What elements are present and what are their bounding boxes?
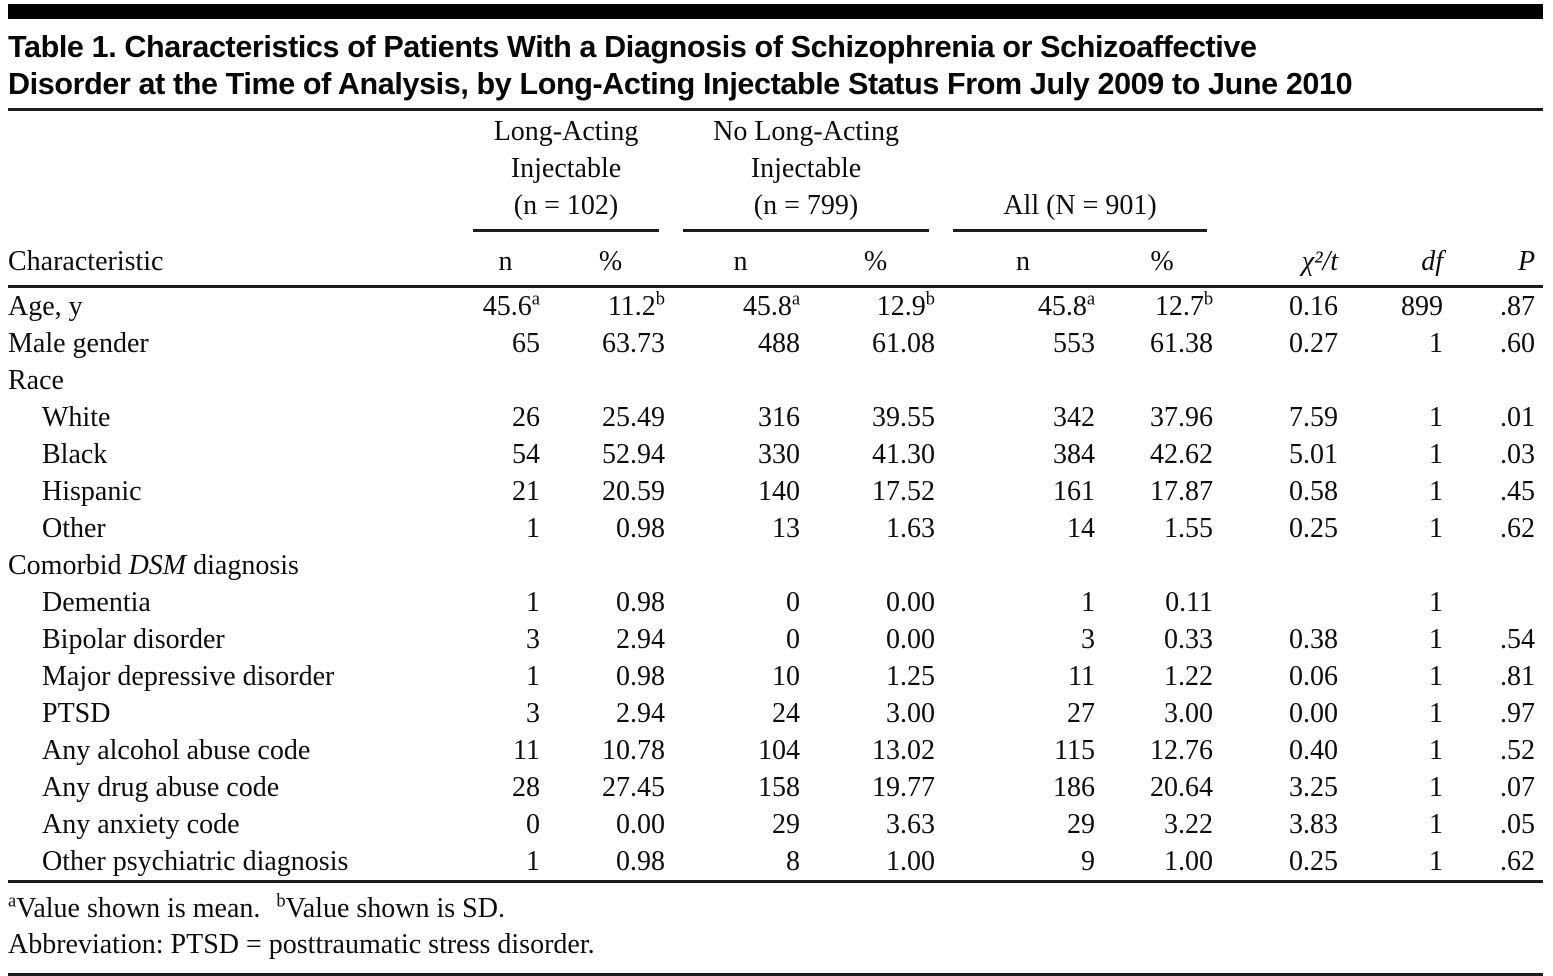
data-cell: 17.52 [872, 475, 936, 507]
data-cell [1451, 584, 1543, 621]
table-row [8, 325, 1543, 362]
footnote-value-definitions [8, 891, 1543, 927]
data-cell: 553 [1053, 327, 1096, 359]
data-cell [673, 362, 808, 399]
data-cell: 10 [772, 660, 801, 692]
footnote-marker-b: b [276, 890, 286, 911]
group-label-line: Injectable [510, 153, 622, 184]
column-header-chi2-t: χ²/t [1221, 232, 1346, 287]
table-row [8, 843, 1543, 880]
data-cell: .03 [1500, 438, 1536, 470]
data-cell: 24 [772, 697, 801, 729]
table-row [8, 584, 1543, 621]
table-row [8, 436, 1543, 473]
data-cell: 1 [1429, 771, 1444, 803]
data-cell: 13 [772, 512, 801, 544]
data-cell: 9 [1081, 845, 1096, 877]
data-cell: 45.8$^a$ [742, 288, 801, 322]
data-cell: 39.55 [872, 401, 936, 433]
table-footnotes [8, 883, 1543, 973]
data-cell: 0 [786, 623, 801, 655]
data-cell [548, 547, 673, 584]
data-cell: .62 [1500, 845, 1536, 877]
data-cell: 3.83 [1289, 808, 1339, 840]
data-cell [943, 547, 1103, 584]
data-cell [1451, 547, 1543, 584]
title-bottom-rule [8, 108, 1543, 111]
row-label [8, 806, 463, 843]
column-header-p: P [1451, 232, 1543, 287]
characteristics-table [8, 113, 1543, 880]
row-label-segment: PTSD [42, 697, 111, 729]
data-cell: .97 [1500, 697, 1536, 729]
table-row [8, 806, 1543, 843]
data-cell: 0 [786, 586, 801, 618]
group-label-line: Injectable [750, 153, 862, 184]
group-header-stats-spacer [1221, 113, 1543, 232]
table-row [8, 547, 1543, 584]
row-label-italic-segment: DSM [128, 549, 187, 581]
data-cell: .60 [1500, 327, 1536, 359]
data-cell: 52.94 [602, 438, 666, 470]
data-cell: 1 [1429, 697, 1444, 729]
data-cell: .52 [1500, 734, 1536, 766]
data-cell: 11.2$^b$ [607, 288, 666, 322]
row-label-segment: Any drug abuse code [42, 771, 280, 803]
data-cell: 1 [1429, 623, 1444, 655]
data-cell: 20.64 [1150, 771, 1214, 803]
data-cell [943, 362, 1103, 399]
row-label-segment: Any anxiety code [42, 808, 240, 840]
data-cell: 65 [512, 327, 540, 359]
data-cell [1221, 584, 1346, 621]
data-cell: 3 [526, 623, 540, 655]
row-label [8, 621, 463, 658]
table-row [8, 732, 1543, 769]
group-header-all [943, 113, 1221, 232]
data-cell [1103, 547, 1221, 584]
data-cell: 25.49 [602, 401, 666, 433]
row-label [8, 399, 463, 436]
data-cell: 1 [526, 512, 540, 544]
row-label-segment: White [42, 401, 111, 433]
data-cell: 45.8$^a$ [1037, 288, 1096, 322]
data-cell: 0.11 [1165, 586, 1214, 618]
row-label [8, 436, 463, 473]
data-cell: 0.98 [616, 845, 666, 877]
data-cell: 161 [1053, 475, 1096, 507]
group-header-spacer [8, 113, 463, 232]
data-cell: 3 [526, 697, 540, 729]
table-row [8, 621, 1543, 658]
data-cell: 0.58 [1289, 475, 1339, 507]
data-cell: 14 [1067, 512, 1096, 544]
row-label-segment: Any alcohol abuse code [42, 734, 311, 766]
row-label [8, 843, 463, 880]
data-cell: 29 [772, 808, 801, 840]
table-title [8, 28, 1520, 102]
data-cell: 1 [1429, 401, 1444, 433]
data-cell: 1 [1429, 586, 1444, 618]
data-cell: 10.78 [602, 734, 666, 766]
data-cell: 8 [786, 845, 801, 877]
data-cell: 3.63 [886, 808, 936, 840]
data-cell: 0.27 [1289, 327, 1339, 359]
footnote-abbreviation: Abbreviation: PTSD = posttraumatic stress disorder. [8, 929, 595, 960]
top-thick-rule [8, 4, 1543, 19]
data-cell: 488 [758, 327, 801, 359]
row-label [8, 287, 463, 326]
data-cell: 1 [1081, 586, 1096, 618]
row-label-segment: Other psychiatric diagnosis [42, 845, 349, 877]
data-cell: 0.00 [886, 623, 936, 655]
row-label-segment: diagnosis [186, 549, 299, 581]
row-label-segment: Comorbid [8, 549, 129, 581]
group-header-row [8, 113, 1543, 232]
data-cell [1451, 362, 1543, 399]
row-label [8, 325, 463, 362]
data-cell: 0.40 [1289, 734, 1339, 766]
data-cell [1221, 362, 1346, 399]
data-cell: 42.62 [1150, 438, 1214, 470]
data-cell [548, 362, 673, 399]
data-cell: 0.00 [1289, 697, 1339, 729]
data-cell [673, 547, 808, 584]
data-cell: 115 [1054, 734, 1096, 766]
table-row [8, 510, 1543, 547]
group-label-line: All (N = 901) [1003, 190, 1157, 221]
column-header-pct-lai: % [548, 232, 673, 287]
footnote-reference: a [531, 288, 540, 309]
data-cell: 0.25 [1289, 845, 1339, 877]
data-cell: 3 [1081, 623, 1096, 655]
data-cell: 2.94 [616, 623, 666, 655]
data-cell: 0.00 [616, 808, 666, 840]
data-cell: 27.45 [602, 771, 666, 803]
data-cell: 26 [512, 401, 540, 433]
footnote-reference: a [1086, 288, 1096, 309]
data-cell [1221, 547, 1346, 584]
data-cell: 27 [1067, 697, 1096, 729]
row-label [8, 769, 463, 806]
data-cell: 1 [1429, 438, 1444, 470]
data-cell: 0.00 [886, 586, 936, 618]
row-label [8, 695, 463, 732]
table-row [8, 473, 1543, 510]
data-cell: 0.33 [1164, 623, 1214, 655]
data-cell [1346, 547, 1451, 584]
data-cell: 41.30 [872, 438, 936, 470]
data-cell: 12.7$^b$ [1154, 288, 1214, 322]
column-header-n-lai: n [463, 232, 548, 287]
data-cell: 0.98 [616, 660, 666, 692]
data-cell: 1.63 [886, 512, 936, 544]
journal-table-page [0, 4, 1553, 976]
data-cell: 2.94 [616, 697, 666, 729]
group-header-long-acting-injectable [463, 113, 673, 232]
data-cell: 0.98 [616, 512, 666, 544]
data-cell: 3.25 [1289, 771, 1339, 803]
data-cell: 11 [513, 734, 540, 766]
data-cell [808, 547, 943, 584]
data-cell: 186 [1053, 771, 1096, 803]
data-cell [1103, 362, 1221, 399]
column-header-df: df [1346, 232, 1451, 287]
table-row [8, 769, 1543, 806]
data-cell: 0.98 [616, 586, 666, 618]
data-cell: 330 [758, 438, 801, 470]
column-header-pct-nolai: % [808, 232, 943, 287]
data-cell [463, 362, 548, 399]
row-label-segment: Black [42, 438, 108, 470]
data-cell: 3.22 [1164, 808, 1214, 840]
row-label-segment: Major depressive disorder [42, 660, 335, 692]
data-cell: 1 [1429, 660, 1444, 692]
row-label-segment: Race [8, 364, 64, 396]
column-header-characteristic: Characteristic [8, 232, 463, 287]
data-cell: .01 [1500, 401, 1536, 433]
footnote-reference: b [655, 288, 666, 309]
group-label-line: Long-Acting [493, 116, 639, 147]
data-cell: 37.96 [1150, 401, 1214, 433]
footnote-reference: b [925, 288, 936, 309]
data-cell: 1.55 [1164, 512, 1214, 544]
data-cell: 1 [526, 845, 540, 877]
data-cell: 54 [512, 438, 540, 470]
data-cell: 3.00 [886, 697, 936, 729]
data-cell: 1 [1429, 808, 1444, 840]
group-label-line: (n = 799) [753, 190, 859, 221]
row-label-segment: Age, y [8, 290, 83, 322]
data-cell: 1 [1429, 327, 1444, 359]
group-header-no-long-acting-injectable [673, 113, 943, 232]
group-label-line: No Long-Acting [713, 116, 899, 147]
data-cell: 29 [1067, 808, 1096, 840]
column-header-pct-all: % [1103, 232, 1221, 287]
data-cell: 0 [526, 808, 540, 840]
table-title-line-2: Disorder at the Time of Analysis, by Long-Acting Injectable Status From July 2009 to June 2010 [8, 66, 1353, 101]
data-cell: 21 [512, 475, 540, 507]
data-cell: 0.25 [1289, 512, 1339, 544]
row-label-segment: Dementia [42, 586, 151, 618]
column-header-n-all: n [943, 232, 1103, 287]
data-cell: .54 [1500, 623, 1536, 655]
data-cell: 0.38 [1289, 623, 1339, 655]
data-cell [463, 547, 548, 584]
table-row [8, 399, 1543, 436]
footnote-reference: a [791, 288, 801, 309]
data-cell: 1.22 [1164, 660, 1214, 692]
row-label [8, 362, 463, 399]
row-label-segment: Bipolar disorder [42, 623, 225, 655]
data-cell: 384 [1053, 438, 1096, 470]
data-cell: 61.38 [1150, 327, 1214, 359]
data-cell: 1.00 [886, 845, 936, 877]
data-cell: 342 [1053, 401, 1096, 433]
data-cell: 104 [758, 734, 801, 766]
data-cell: 1 [1429, 512, 1444, 544]
data-cell: 28 [512, 771, 540, 803]
data-cell: 7.59 [1289, 401, 1339, 433]
row-label-segment: Other [42, 512, 106, 544]
footnote-marker-a: a [8, 890, 17, 911]
data-cell: 5.01 [1289, 438, 1339, 470]
row-label [8, 547, 463, 584]
footnote-a-text: Value shown is mean. [16, 893, 261, 924]
data-cell: .45 [1500, 475, 1536, 507]
row-label [8, 658, 463, 695]
data-cell [808, 362, 943, 399]
data-cell: 1 [526, 586, 540, 618]
data-cell: 158 [758, 771, 801, 803]
data-cell: 3.00 [1164, 697, 1214, 729]
row-label-segment: Hispanic [42, 475, 142, 507]
data-cell: 1 [526, 660, 540, 692]
data-cell: .05 [1500, 808, 1536, 840]
data-cell: 12.76 [1150, 734, 1214, 766]
row-label [8, 510, 463, 547]
column-header-row [8, 232, 1543, 287]
table-row [8, 658, 1543, 695]
row-label-segment: Male gender [8, 327, 149, 359]
data-cell [1346, 362, 1451, 399]
data-cell: 899 [1401, 290, 1444, 322]
data-cell: 140 [758, 475, 801, 507]
footnote-reference: b [1203, 288, 1214, 309]
data-cell: 13.02 [872, 734, 936, 766]
column-header-n-nolai: n [673, 232, 808, 287]
data-cell: 17.87 [1150, 475, 1214, 507]
group-label-line: (n = 102) [513, 190, 619, 221]
data-cell: 20.59 [602, 475, 666, 507]
data-cell: 1.25 [886, 660, 936, 692]
data-cell: 0.06 [1289, 660, 1339, 692]
row-label [8, 473, 463, 510]
data-cell: .62 [1500, 512, 1536, 544]
data-cell: 63.73 [602, 327, 666, 359]
data-cell: .81 [1500, 660, 1536, 692]
data-cell: 1 [1429, 734, 1444, 766]
data-cell: 1 [1429, 845, 1444, 877]
data-cell: 1.00 [1164, 845, 1214, 877]
data-cell: 1 [1429, 475, 1444, 507]
data-cell: 19.77 [872, 771, 936, 803]
data-cell: .07 [1500, 771, 1536, 803]
row-label [8, 732, 463, 769]
table-row [8, 695, 1543, 732]
data-cell: 61.08 [872, 327, 936, 359]
table-row [8, 287, 1543, 326]
data-cell: 11 [1068, 660, 1096, 692]
data-cell: 0.16 [1289, 290, 1339, 322]
data-cell: 45.6$^a$ [482, 288, 540, 322]
table-row [8, 362, 1543, 399]
data-cell: 316 [758, 401, 801, 433]
footnote-b-text: Value shown is SD. [285, 893, 505, 924]
table-title-line-1: Table 1. Characteristics of Patients With a Diagnosis of Schizophrenia or Schizoaffective [8, 29, 1257, 64]
row-label [8, 584, 463, 621]
data-cell: .87 [1500, 290, 1536, 322]
data-cell: 12.9$^b$ [876, 288, 936, 322]
